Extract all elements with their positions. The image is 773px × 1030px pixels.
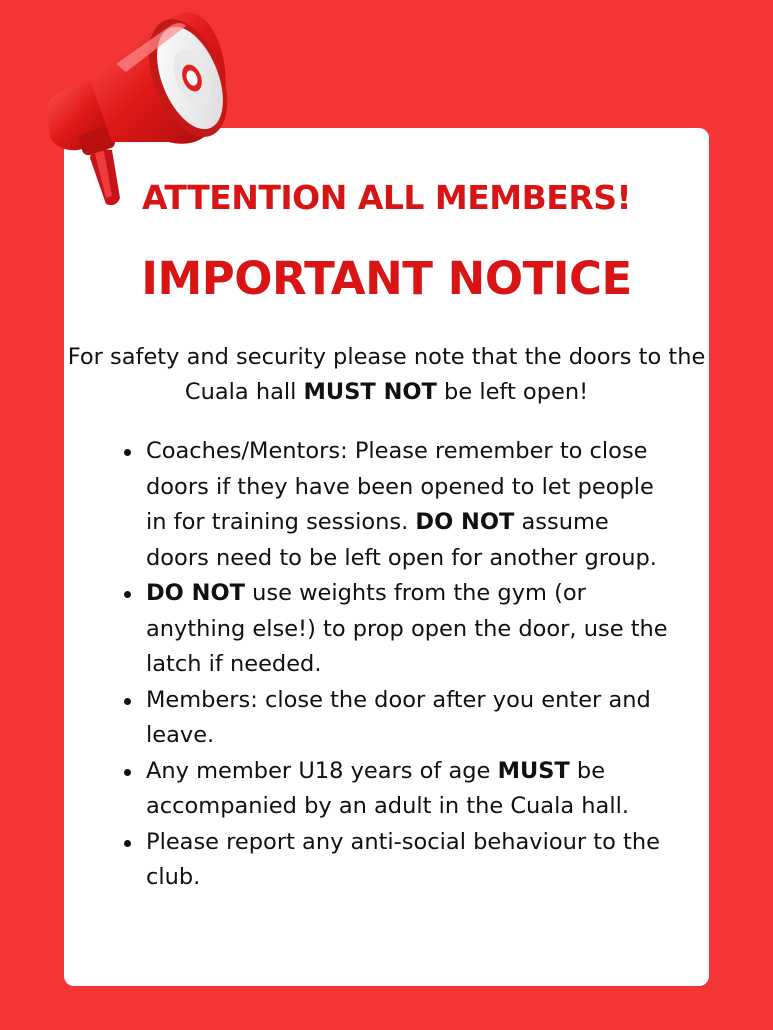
list-item <box>146 683 676 754</box>
bullet-icon <box>124 449 131 456</box>
list-item-text: use weights from the gym (or anything else!) to prop open the door, use the latch if needed. <box>146 580 668 677</box>
list-item-bold: MUST <box>497 757 570 784</box>
intro-text-before: For safety and security please note that the doors to the Cuala hall <box>67 344 706 405</box>
bullet-icon <box>124 769 131 776</box>
important-notice-heading: IMPORTANT NOTICE <box>141 252 632 305</box>
notice-list <box>146 434 676 896</box>
list-item <box>146 576 676 683</box>
list-item-bold: DO NOT <box>146 580 245 606</box>
list-item-text: assume doors need to be left open for another group. <box>146 509 657 571</box>
intro-text-after: be left open! <box>436 379 589 405</box>
attention-heading: ATTENTION ALL MEMBERS! <box>141 178 632 217</box>
list-item <box>146 825 676 896</box>
bullet-icon <box>124 591 131 598</box>
list-item-text: Members: close the door after you enter and leave. <box>146 686 651 748</box>
list-item-text: Please report any anti-social behaviour to the club. <box>146 828 660 890</box>
intro-text <box>64 340 709 410</box>
intro-text-bold: MUST NOT <box>303 379 437 405</box>
list-item-bold: DO NOT <box>415 509 515 535</box>
list-item-text: Any member U18 years of age <box>146 757 498 784</box>
list-item <box>146 434 676 576</box>
list-item-text: Coaches/Mentors: Please remember to close doors if they have been opened to let people in for training sessions. <box>146 438 654 535</box>
list-item <box>146 754 676 825</box>
list-item-text: be accompanied by an adult in the Cuala hall. <box>146 757 629 819</box>
bullet-icon <box>124 698 131 705</box>
bullet-icon <box>124 840 131 847</box>
